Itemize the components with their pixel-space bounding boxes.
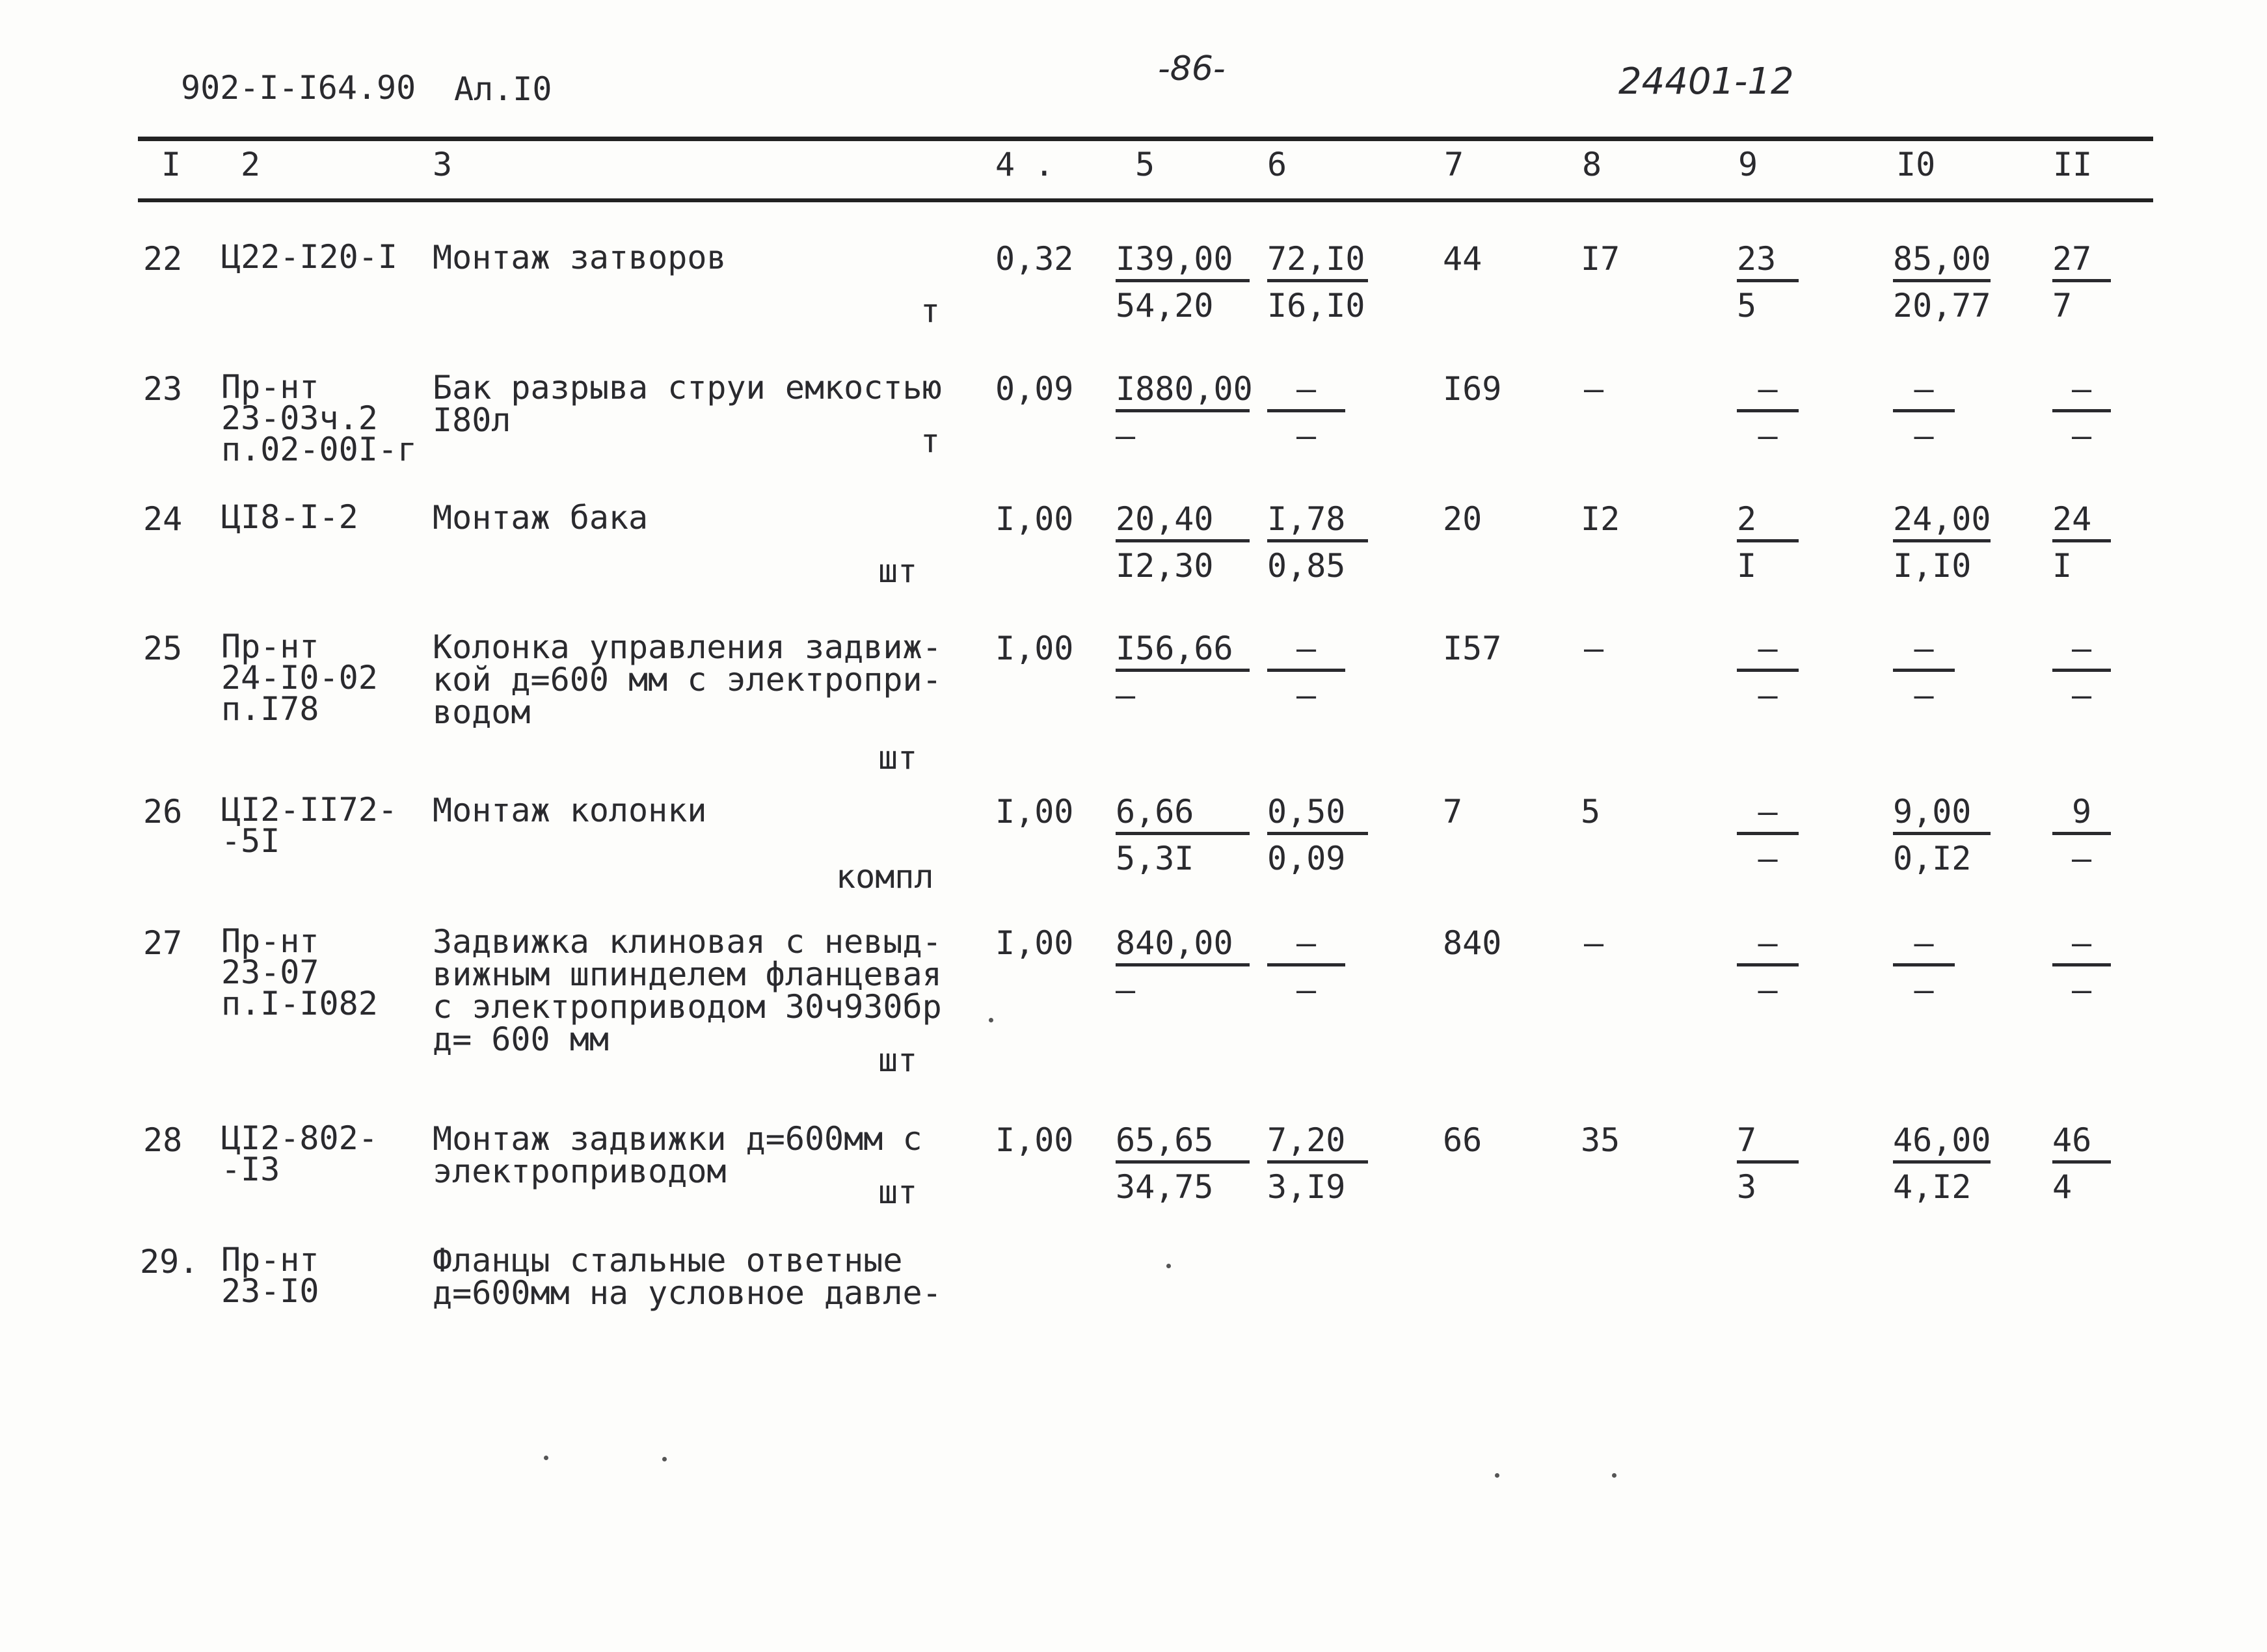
row-code: Ц22-I20-I <box>221 238 397 276</box>
row-unit: шт <box>878 1173 918 1211</box>
scan-speck <box>1612 1473 1616 1478</box>
cell-c5-numerator: 65,65 <box>1116 1121 1214 1159</box>
fraction-line <box>1267 539 1368 542</box>
cell-c9-numerator: – <box>1758 793 1778 831</box>
cell-c9-denominator: – <box>1758 417 1778 455</box>
cell-c9-numerator: 23 <box>1737 240 1777 278</box>
page-number: -86- <box>1158 49 1226 88</box>
column-header-6: 6 <box>1267 146 1287 183</box>
fraction-line <box>1267 409 1345 412</box>
cell-c5-numerator: I56,66 <box>1116 630 1233 667</box>
cell-c5-numerator: 840,00 <box>1116 924 1233 962</box>
row-quantity: I,00 <box>995 793 1074 831</box>
row-description: Монтаж колонки <box>433 792 707 829</box>
row-quantity: I,00 <box>995 1121 1074 1159</box>
cell-c6-numerator: 72,I0 <box>1267 240 1365 278</box>
cell-c10-numerator: 9,00 <box>1893 793 1972 831</box>
sheet-label: Ал.I0 <box>454 70 552 108</box>
row-number: 22 <box>143 240 183 278</box>
cell-c9-denominator: I <box>1737 547 1757 585</box>
cell-c11-numerator: 27 <box>2052 240 2092 278</box>
row-quantity: I,00 <box>995 630 1074 667</box>
cell-c6-denominator: I6,I0 <box>1267 287 1365 325</box>
fraction-line <box>1116 1160 1250 1164</box>
fraction-line <box>1893 1160 1991 1164</box>
row-quantity: 0,09 <box>995 370 1074 408</box>
row-number: 26 <box>143 793 183 831</box>
fraction-line <box>1737 963 1799 966</box>
cell-c11-numerator: 9 <box>2071 793 2092 831</box>
cell-c10-numerator: – <box>1914 924 1934 962</box>
cell-c6-numerator: I,78 <box>1267 500 1346 538</box>
fraction-line <box>1737 669 1799 672</box>
fraction-line <box>1116 669 1250 672</box>
row-description: Колонка управления задвиж- кой д=600 мм с электропри- водом <box>433 628 942 731</box>
cell-c5-denominator: – <box>1116 417 1136 455</box>
cell-c6-numerator: – <box>1296 924 1317 962</box>
fraction-line <box>2052 539 2111 542</box>
fraction-line <box>1267 963 1345 966</box>
row-code: Пр-нт 23-I0 <box>221 1241 319 1310</box>
cell-c6-numerator: 7,20 <box>1267 1121 1346 1159</box>
cell-c5-numerator: 20,40 <box>1116 500 1214 538</box>
fraction-line <box>1116 963 1250 966</box>
fraction-line <box>1893 279 1991 282</box>
scan-speck <box>1166 1264 1171 1268</box>
cell-c5-numerator: I880,00 <box>1116 370 1253 408</box>
row-description: Задвижка клиновая с невыд- вижным шпинделем фланцевая с электроприводом 30ч930бр д= 600 мм <box>433 923 942 1058</box>
cell-c10-denominator: 4,I2 <box>1893 1168 1972 1206</box>
document-code: 902-I-I64.90 <box>181 69 416 107</box>
cell-c9-numerator: – <box>1758 370 1778 408</box>
row-number: 24 <box>143 500 183 538</box>
table-top-rule <box>138 137 2153 141</box>
cell-c5-denominator: – <box>1116 971 1136 1009</box>
column-header-4: 4 . <box>995 146 1054 183</box>
fraction-line <box>1267 279 1368 282</box>
cell-c9-denominator: 3 <box>1737 1168 1757 1206</box>
cell-c9-denominator: 5 <box>1737 287 1757 325</box>
cell-c11-numerator: 24 <box>2052 500 2092 538</box>
cell-c8: – <box>1583 370 1604 408</box>
cell-c6-denominator: 0,09 <box>1267 840 1346 877</box>
fraction-line <box>1267 1160 1368 1164</box>
cell-c9-denominator: – <box>1758 840 1778 877</box>
row-code: ЦI8-I-2 <box>221 498 358 536</box>
row-description: Монтаж бака <box>433 499 649 537</box>
row-description: Бак разрыва струи емкостью I80л <box>433 369 942 439</box>
row-description: Монтаж затворов <box>433 239 727 276</box>
cell-c11-denominator: 4 <box>2052 1168 2072 1206</box>
scan-speck <box>1495 1473 1499 1478</box>
cell-c6-denominator: 3,I9 <box>1267 1168 1346 1206</box>
fraction-line <box>1893 539 1991 542</box>
cell-c7: 44 <box>1443 240 1482 278</box>
cell-c5-denominator: 5,3I <box>1116 840 1194 877</box>
column-header-10: I0 <box>1896 146 1936 183</box>
row-unit: компл <box>836 858 934 896</box>
fraction-line <box>1267 832 1368 835</box>
row-unit: шт <box>878 739 918 777</box>
row-code: Пр-нт 23-03ч.2 п.02-00I-г <box>221 368 418 468</box>
fraction-line <box>2052 279 2111 282</box>
cell-c10-denominator: – <box>1914 417 1934 455</box>
cell-c10-denominator: 0,I2 <box>1893 840 1972 877</box>
cell-c11-numerator: – <box>2071 370 2092 408</box>
cell-c11-denominator: – <box>2071 417 2092 455</box>
cell-c9-denominator: – <box>1758 676 1778 714</box>
row-number: 27 <box>143 924 183 962</box>
column-header-5: 5 <box>1135 146 1155 183</box>
fraction-line <box>1116 832 1250 835</box>
cell-c8: 35 <box>1581 1121 1620 1159</box>
column-header-1: I <box>161 146 181 183</box>
cell-c7: 840 <box>1443 924 1502 962</box>
cell-c6-denominator: – <box>1296 676 1317 714</box>
row-number: 29. <box>140 1243 199 1281</box>
cell-c10-numerator: 85,00 <box>1893 240 1991 278</box>
fraction-line <box>2052 1160 2111 1164</box>
row-number: 28 <box>143 1121 183 1159</box>
fraction-line <box>1737 1160 1799 1164</box>
row-quantity: I,00 <box>995 500 1074 538</box>
cell-c11-denominator: – <box>2071 676 2092 714</box>
fraction-line <box>1737 279 1799 282</box>
cell-c6-numerator: 0,50 <box>1267 793 1346 831</box>
fraction-line <box>1893 832 1991 835</box>
fraction-line <box>2052 963 2111 966</box>
row-description: Фланцы стальные ответные д=600мм на условное давле- <box>433 1242 942 1312</box>
cell-c8: – <box>1583 924 1604 962</box>
fraction-line <box>1737 409 1799 412</box>
row-description: Монтаж задвижки д=600мм с электроприводом <box>433 1120 922 1190</box>
fraction-line <box>1737 539 1799 542</box>
cell-c9-denominator: – <box>1758 971 1778 1009</box>
cell-c8: I7 <box>1581 240 1620 278</box>
cell-c10-numerator: – <box>1914 370 1934 408</box>
cell-c7: I69 <box>1443 370 1502 408</box>
cell-c5-numerator: 6,66 <box>1116 793 1194 831</box>
fraction-line <box>1116 409 1250 412</box>
column-header-9: 9 <box>1738 146 1758 183</box>
scan-speck <box>662 1457 667 1461</box>
cell-c5-denominator: 34,75 <box>1116 1168 1214 1206</box>
fraction-line <box>2052 832 2111 835</box>
cell-c9-numerator: 2 <box>1737 500 1757 538</box>
column-header-8: 8 <box>1582 146 1602 183</box>
cell-c11-denominator: I <box>2052 547 2072 585</box>
cell-c6-numerator: – <box>1296 630 1317 667</box>
cell-c10-numerator: – <box>1914 630 1934 667</box>
scan-speck <box>989 1018 993 1022</box>
cell-c9-numerator: 7 <box>1737 1121 1757 1159</box>
inventory-number: 24401-12 <box>1618 60 1794 103</box>
cell-c6-denominator: – <box>1296 971 1317 1009</box>
fraction-line <box>1116 279 1250 282</box>
row-code: ЦI2-802- -I3 <box>221 1119 378 1188</box>
cell-c11-denominator: – <box>2071 840 2092 877</box>
cell-c10-denominator: 20,77 <box>1893 287 1991 325</box>
column-header-7: 7 <box>1444 146 1464 183</box>
fraction-line <box>1893 963 1955 966</box>
cell-c5-numerator: I39,00 <box>1116 240 1233 278</box>
cell-c5-denominator: – <box>1116 676 1136 714</box>
fraction-line <box>2052 409 2111 412</box>
cell-c7: 66 <box>1443 1121 1482 1159</box>
cell-c11-denominator: 7 <box>2052 287 2072 325</box>
cell-c10-denominator: I,I0 <box>1893 547 1972 585</box>
cell-c5-denominator: 54,20 <box>1116 287 1214 325</box>
row-number: 25 <box>143 630 183 667</box>
cell-c11-numerator: – <box>2071 924 2092 962</box>
row-quantity: I,00 <box>995 924 1074 962</box>
row-quantity: 0,32 <box>995 240 1074 278</box>
cell-c9-numerator: – <box>1758 924 1778 962</box>
cell-c5-denominator: I2,30 <box>1116 547 1214 585</box>
cell-c8: – <box>1583 630 1604 667</box>
cell-c6-denominator: – <box>1296 417 1317 455</box>
row-unit: шт <box>878 1041 918 1079</box>
scan-speck <box>544 1456 548 1460</box>
cell-c10-denominator: – <box>1914 676 1934 714</box>
column-header-2: 2 <box>241 146 261 183</box>
fraction-line <box>1116 539 1250 542</box>
column-header-3: 3 <box>433 146 453 183</box>
row-unit: шт <box>878 552 918 590</box>
row-code: Пр-нт 24-I0-02 п.I78 <box>221 628 378 728</box>
cell-c11-numerator: – <box>2071 630 2092 667</box>
cell-c8: 5 <box>1581 793 1601 831</box>
row-unit: т <box>920 292 941 330</box>
table-header-rule <box>138 198 2153 202</box>
cell-c7: I57 <box>1443 630 1502 667</box>
cell-c10-denominator: – <box>1914 971 1934 1009</box>
row-number: 23 <box>143 370 183 408</box>
cell-c8: I2 <box>1581 500 1620 538</box>
cell-c6-numerator: – <box>1296 370 1317 408</box>
cell-c7: 20 <box>1443 500 1482 538</box>
cell-c11-denominator: – <box>2071 971 2092 1009</box>
row-unit: т <box>920 422 941 460</box>
fraction-line <box>1737 832 1799 835</box>
cell-c9-numerator: – <box>1758 630 1778 667</box>
cell-c10-numerator: 46,00 <box>1893 1121 1991 1159</box>
fraction-line <box>1267 669 1345 672</box>
row-code: ЦI2-II72- -5I <box>221 791 397 860</box>
column-header-11: II <box>2053 146 2093 183</box>
row-code: Пр-нт 23-07 п.I-I082 <box>221 922 378 1022</box>
fraction-line <box>2052 669 2111 672</box>
fraction-line <box>1893 409 1955 412</box>
cell-c11-numerator: 46 <box>2052 1121 2092 1159</box>
cell-c10-numerator: 24,00 <box>1893 500 1991 538</box>
fraction-line <box>1893 669 1955 672</box>
cell-c6-denominator: 0,85 <box>1267 547 1346 585</box>
cell-c7: 7 <box>1443 793 1463 831</box>
